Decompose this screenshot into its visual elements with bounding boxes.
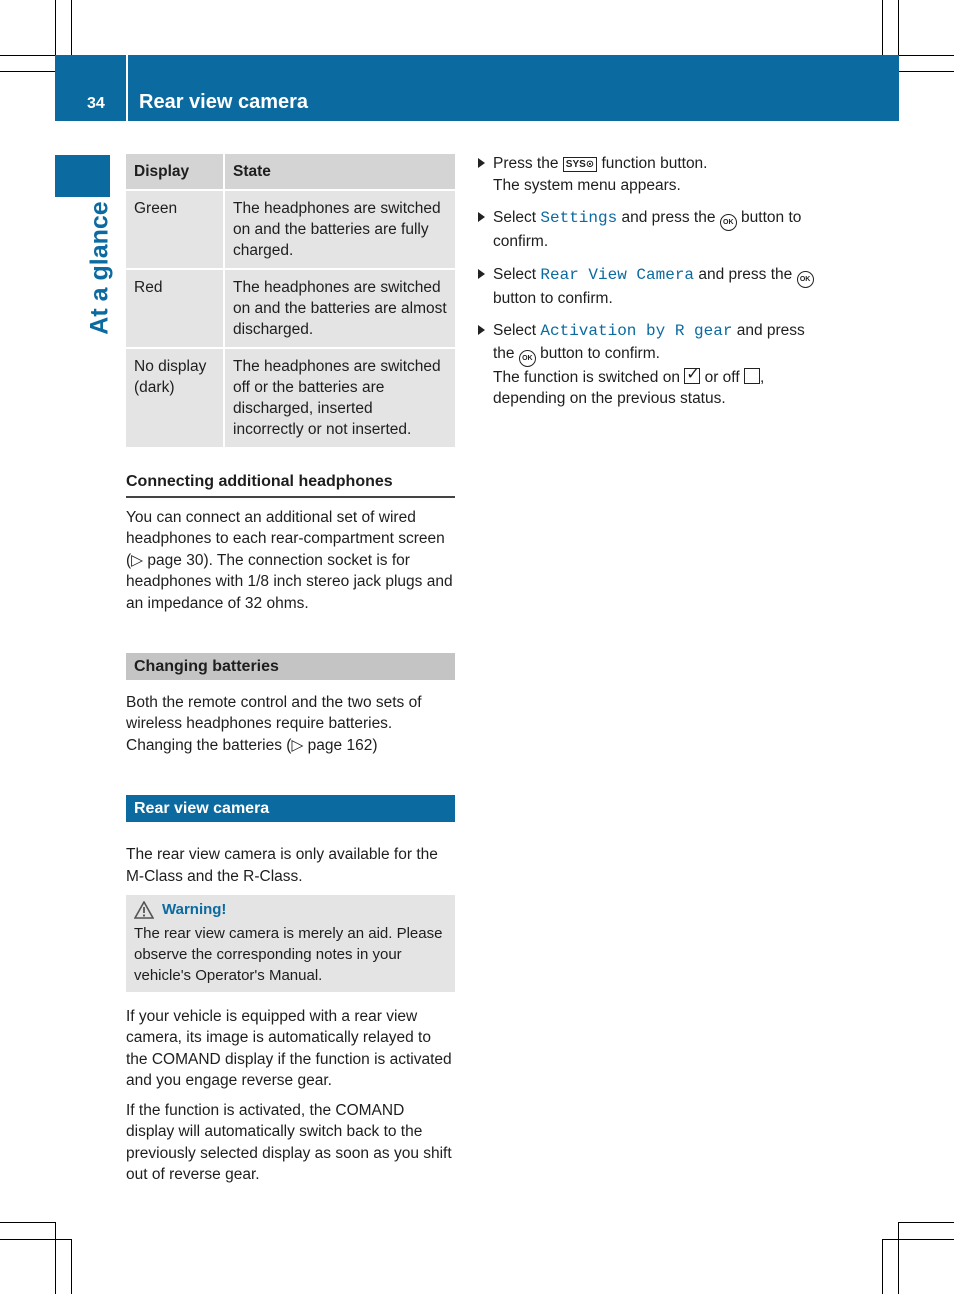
crop-mark <box>882 0 883 55</box>
menu-item-settings: Settings <box>540 209 618 227</box>
instruction-step-1 <box>478 153 818 196</box>
changing-batteries-text <box>126 692 455 756</box>
rear-camera-paragraph-1: If your vehicle is equipped with a rear view camera, its image is automatically relayed to the COMAND display if the function is activated and you engage reverse gear. <box>126 1008 452 1090</box>
rear-view-camera-heading: Rear view camera <box>126 795 455 822</box>
table-cell-display: Green <box>126 190 224 269</box>
text-segment: ) <box>372 736 378 754</box>
step-text: button to confirm. <box>493 209 802 250</box>
step-text: Press the <box>493 155 563 172</box>
warning-title-row <box>134 899 447 921</box>
page-ref-arrow-icon: ▷ <box>291 736 308 754</box>
table-row <box>126 269 455 348</box>
column-header-display: Display <box>126 154 224 190</box>
page-ref-link[interactable]: page 162 <box>307 736 373 754</box>
text-segment: Both the remote control and the two sets of wireless headphones require batteries. Changing the batteries ( <box>126 694 422 754</box>
step-result: The system menu appears. <box>493 176 681 194</box>
table-cell-display: Red <box>126 269 224 348</box>
step-result: or off <box>700 368 744 386</box>
step-text: Select <box>493 265 541 283</box>
page-ref-arrow-icon: ▷ <box>131 551 148 569</box>
headphone-state-table <box>126 154 455 447</box>
crop-mark <box>0 71 55 72</box>
step-arrow-icon <box>478 325 485 335</box>
crop-mark <box>898 1222 899 1294</box>
crop-mark <box>71 0 72 55</box>
crop-mark <box>0 1222 55 1223</box>
crop-mark <box>71 1239 72 1294</box>
step-result: , depending on the previous status. <box>493 368 765 407</box>
table-row <box>126 348 455 447</box>
connecting-headphones-heading: Connecting additional headphones <box>126 471 455 498</box>
step-text: and press the <box>694 265 797 283</box>
crop-mark <box>0 1239 71 1240</box>
instruction-step-2 <box>478 207 818 253</box>
crop-mark <box>0 55 55 56</box>
crop-mark <box>55 0 56 55</box>
menu-item-activation-by-r-gear: Activation by R gear <box>540 322 733 340</box>
table-row <box>126 190 455 269</box>
header-divider <box>126 55 128 121</box>
left-column <box>126 154 455 1193</box>
step-text: function button. <box>597 155 708 172</box>
table-cell-state: The headphones are switched on and the batteries are almost discharged. <box>224 269 455 348</box>
section-side-label: At a glance <box>85 201 114 335</box>
crop-mark <box>899 55 954 56</box>
instruction-step-3 <box>478 264 818 310</box>
step-arrow-icon <box>478 269 485 279</box>
warning-triangle-icon <box>134 901 154 919</box>
step-text: Select <box>493 322 541 339</box>
page-header <box>55 55 899 121</box>
checkbox-checked-icon <box>684 368 700 384</box>
step-arrow-icon <box>478 212 485 222</box>
step-text: Select <box>493 209 541 226</box>
step-text: button to confirm. <box>493 289 613 307</box>
ok-button-icon: OK <box>519 350 536 367</box>
crop-mark <box>55 1222 56 1294</box>
page-title: Rear view camera <box>139 91 309 113</box>
side-tab-marker <box>55 155 110 197</box>
ok-button-icon: OK <box>720 214 737 231</box>
sys-key-label: SYS <box>565 159 586 170</box>
warning-title: Warning! <box>162 901 227 919</box>
page-ref-link[interactable]: page 30 <box>147 551 204 569</box>
text-segment: You can connect an additional set of wired headphones to each rear-compartment screen ( <box>126 509 445 569</box>
warning-text: The rear view camera is merely an aid. Please observe the corresponding notes in your vehicle's Operator's Manual. <box>134 925 443 985</box>
connecting-headphones-text <box>126 507 455 614</box>
menu-item-rear-view-camera: Rear View Camera <box>540 265 695 284</box>
step-result: The function is switched on <box>493 368 685 386</box>
step-text: and press the <box>493 322 805 362</box>
table-cell-state: The headphones are switched off or the batteries are discharged, inserted incorrectly or not inserted. <box>224 348 455 447</box>
crop-mark <box>898 0 899 55</box>
table-cell-display: No display (dark) <box>126 348 224 447</box>
crop-mark <box>899 1222 954 1223</box>
warning-box <box>126 895 455 992</box>
sys-button-icon: SYS⊙ <box>563 157 597 172</box>
ok-button-icon: OK <box>797 271 814 288</box>
table-cell-state: The headphones are switched on and the batteries are fully charged. <box>224 190 455 269</box>
step-text: button to confirm. <box>535 344 660 362</box>
rear-camera-intro: The rear view camera is only available for the M-Class and the R-Class. <box>126 846 438 885</box>
table-header-row <box>126 154 455 190</box>
right-column <box>478 153 818 421</box>
column-header-state: State <box>224 154 455 190</box>
crop-mark <box>882 1239 883 1294</box>
checkbox-unchecked-icon <box>744 368 760 384</box>
crop-mark <box>899 71 954 72</box>
crop-mark <box>882 1239 954 1240</box>
page-number: 34 <box>87 95 105 112</box>
step-text: and press the <box>617 209 720 226</box>
rear-camera-paragraph-2: If the function is activated, the COMAND display will automatically switch back to the previously selected display as soon as you shift out of reverse gear. <box>126 1101 452 1183</box>
instruction-step-4 <box>478 320 818 410</box>
text-segment: ). The connection socket is for headphones with 1/8 inch stereo jack plugs and an impedance of 32 ohms. <box>126 551 453 612</box>
changing-batteries-heading: Changing batteries <box>126 653 455 680</box>
step-arrow-icon <box>478 158 485 168</box>
